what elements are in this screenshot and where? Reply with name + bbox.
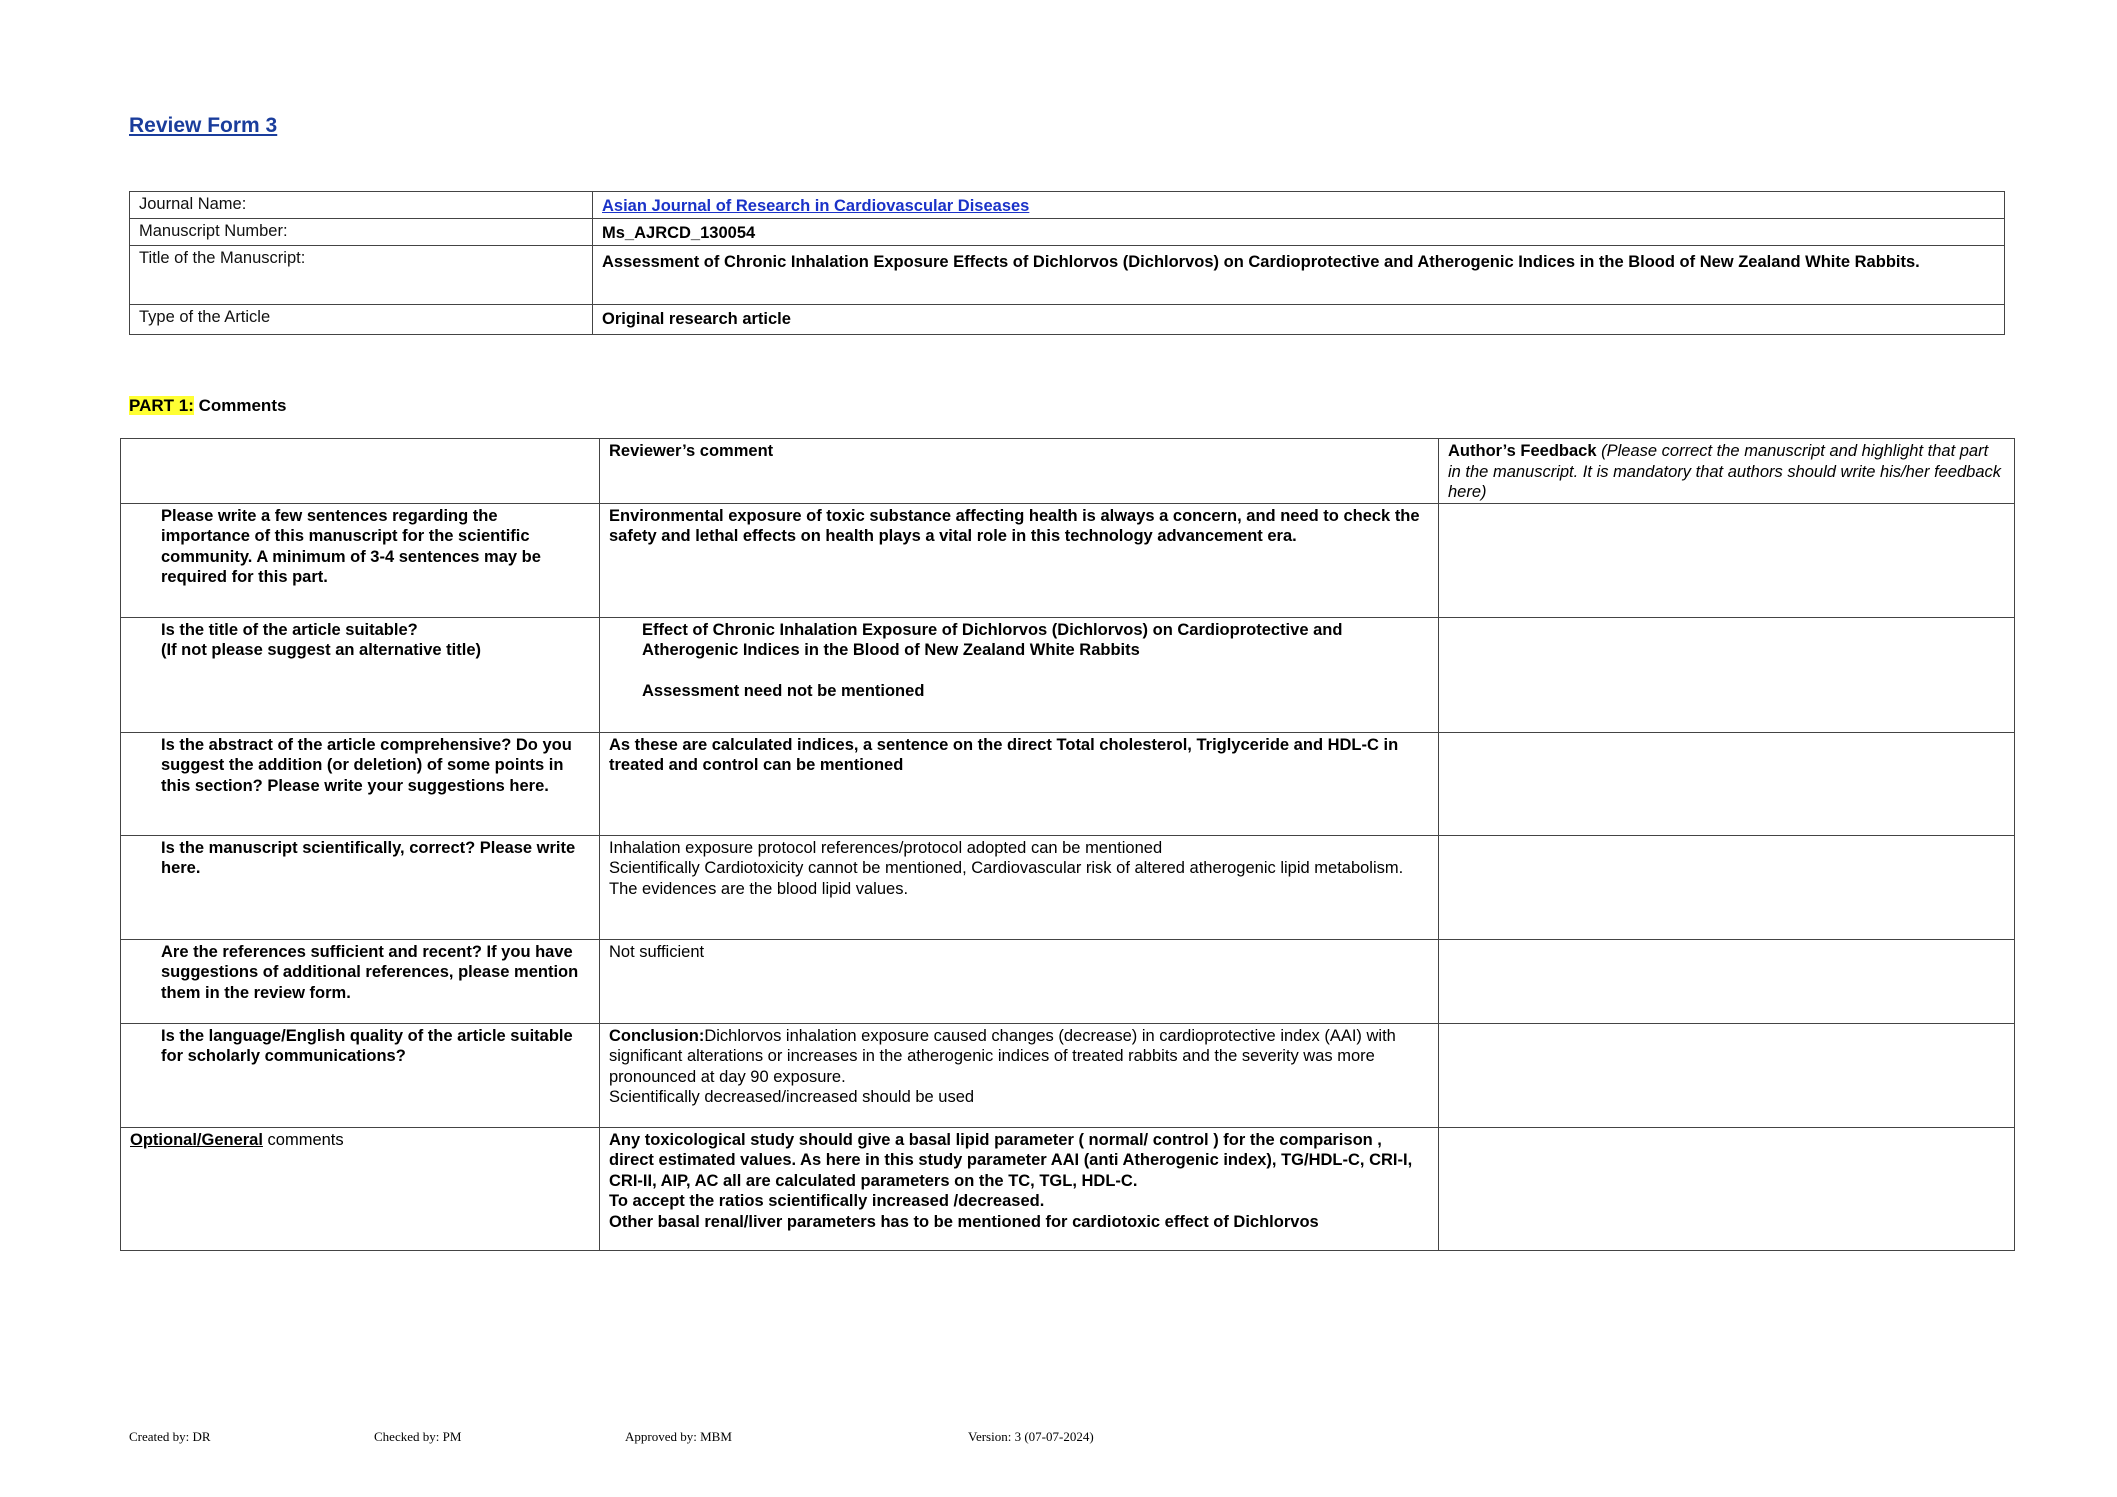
question: Is the manuscript scientifically, correct? Please write here.: [121, 835, 600, 939]
journal-link[interactable]: Asian Journal of Research in Cardiovascular Diseases: [602, 197, 1030, 215]
author-feedback-header: [1439, 439, 2015, 504]
footer-checked: Checked by: PM: [374, 1429, 462, 1444]
author-feedback-note: (Please correct the manuscript and highlight that part in the manuscript. It is mandatory that authors should write his/her feedback here): [1448, 442, 2002, 501]
author-feedback-cell[interactable]: [1439, 732, 2015, 835]
comment-line: Assessment need not be mentioned: [642, 681, 925, 700]
comment-line: Any toxicological study should give a basal lipid parameter ( normal/ control ) for the comparison , direct estimated values. As here in this study parameter AAI (anti Atherogenic index), TG/HDL-C, CRI-I, CRI-II, AIP, AC all are calculated parameters on the TC, TGL, HDL-C.: [609, 1130, 1413, 1190]
author-feedback-cell[interactable]: [1439, 503, 2015, 617]
author-feedback-cell[interactable]: [1439, 939, 2015, 1023]
journal-row: [130, 192, 2005, 219]
review-comments-table: [120, 438, 2015, 1251]
manuscript-title: Assessment of Chronic Inhalation Exposure Effects of Dichlorvos (Dichlorvos) on Cardioprotective and Atherogenic Indices in the Blood of New Zealand White Rabbits.: [593, 246, 2005, 305]
manuscript-number: Ms_AJRCD_130054: [593, 219, 2005, 246]
part-heading: [129, 396, 286, 416]
comment-line: Other basal renal/liver parameters has to be mentioned for cardiotoxic effect of Dichlorvos: [609, 1212, 1319, 1231]
manuscript-label: Manuscript Number:: [130, 219, 593, 246]
type-row: [130, 305, 2005, 335]
table-row: [121, 835, 2015, 939]
footer-approved: Approved by: MBM: [625, 1429, 732, 1444]
author-feedback-cell[interactable]: [1439, 835, 2015, 939]
reviewer-comment: [600, 617, 1439, 732]
question: Are the references sufficient and recent? If you have suggestions of additional references, please mention them in the review form.: [121, 939, 600, 1023]
author-feedback-cell[interactable]: [1439, 1023, 2015, 1127]
footer-version: Version: 3 (07-07-2024): [968, 1429, 1094, 1444]
comment-line: Inhalation exposure protocol references/protocol adopted can be mentioned: [609, 838, 1163, 857]
question: Is the title of the article suitable? (If not please suggest an alternative title): [121, 617, 600, 732]
form-title[interactable]: Review Form 3: [129, 114, 278, 137]
article-type: Original research article: [593, 305, 2005, 335]
type-label: Type of the Article: [130, 305, 593, 335]
question: Please write a few sentences regarding the importance of this manuscript for the scientific community. A minimum of 3-4 sentences may be required for this part.: [121, 503, 600, 617]
reviewer-comment: Environmental exposure of toxic substance affecting health is always a concern, and need to check the safety and lethal effects on health plays a vital role in this technology advancement era.: [600, 503, 1439, 617]
optional-general-label: Optional/General: [130, 1130, 263, 1149]
comments-suffix: comments: [262, 1130, 344, 1149]
comment-line: Scientifically decreased/increased should be used: [609, 1088, 975, 1106]
table-row: [121, 732, 2015, 835]
reviewer-comment-header: Reviewer’s comment: [600, 439, 1439, 504]
comment-line: Dichlorvos inhalation exposure caused changes (decrease) in cardioprotective index (AAI) with significant alterations or increases in the atherogenic indices of treated rabbits and the severity was more pronounced at day 90 exposure.: [609, 1026, 1396, 1086]
comment-line: To accept the ratios scientifically increased /decreased.: [609, 1192, 1045, 1210]
header-row: [121, 439, 2015, 504]
question: Is the language/English quality of the article suitable for scholarly communications?: [121, 1023, 600, 1127]
comment-line: Scientifically Cardiotoxicity cannot be mentioned, Cardiovascular risk of altered atherogenic lipid metabolism.: [609, 859, 1404, 877]
table-row: [121, 617, 2015, 732]
optional-label: [121, 1127, 600, 1250]
journal-label: Journal Name:: [130, 192, 593, 219]
manuscript-row: [130, 219, 2005, 246]
reviewer-comment: [600, 835, 1439, 939]
author-feedback-cell[interactable]: [1439, 1127, 2015, 1250]
optional-comment: [600, 1127, 1439, 1250]
table-row: [121, 1023, 2015, 1127]
part-label: PART 1:: [129, 396, 194, 415]
optional-row: [121, 1127, 2015, 1250]
table-row: [121, 939, 2015, 1023]
title-label: Title of the Manuscript:: [130, 246, 593, 305]
reviewer-comment: As these are calculated indices, a sentence on the direct Total cholesterol, Triglyceride and HDL-C in treated and control can be mentioned: [600, 732, 1439, 835]
table-row: [121, 503, 2015, 617]
part-title: Comments: [193, 396, 287, 415]
author-feedback-label: Author’s Feedback: [1448, 442, 1597, 460]
title-row: [130, 246, 2005, 305]
footer-created: Created by: DR: [129, 1429, 211, 1444]
manuscript-info-table: [129, 191, 2005, 335]
reviewer-comment: [600, 1023, 1439, 1127]
author-feedback-cell[interactable]: [1439, 617, 2015, 732]
conclusion-label: Conclusion:: [609, 1026, 705, 1045]
question: Is the abstract of the article comprehensive? Do you suggest the addition (or deletion) of some points in this section? Please write your suggestions here.: [121, 732, 600, 835]
suggested-title: Effect of Chronic Inhalation Exposure of Dichlorvos (Dichlorvos) on Cardioprotective and Atherogenic Indices in the Blood of New Zealand White Rabbits: [642, 620, 1343, 659]
comment-line: The evidences are the blood lipid values.: [609, 879, 909, 898]
reviewer-comment: Not sufficient: [600, 939, 1439, 1023]
